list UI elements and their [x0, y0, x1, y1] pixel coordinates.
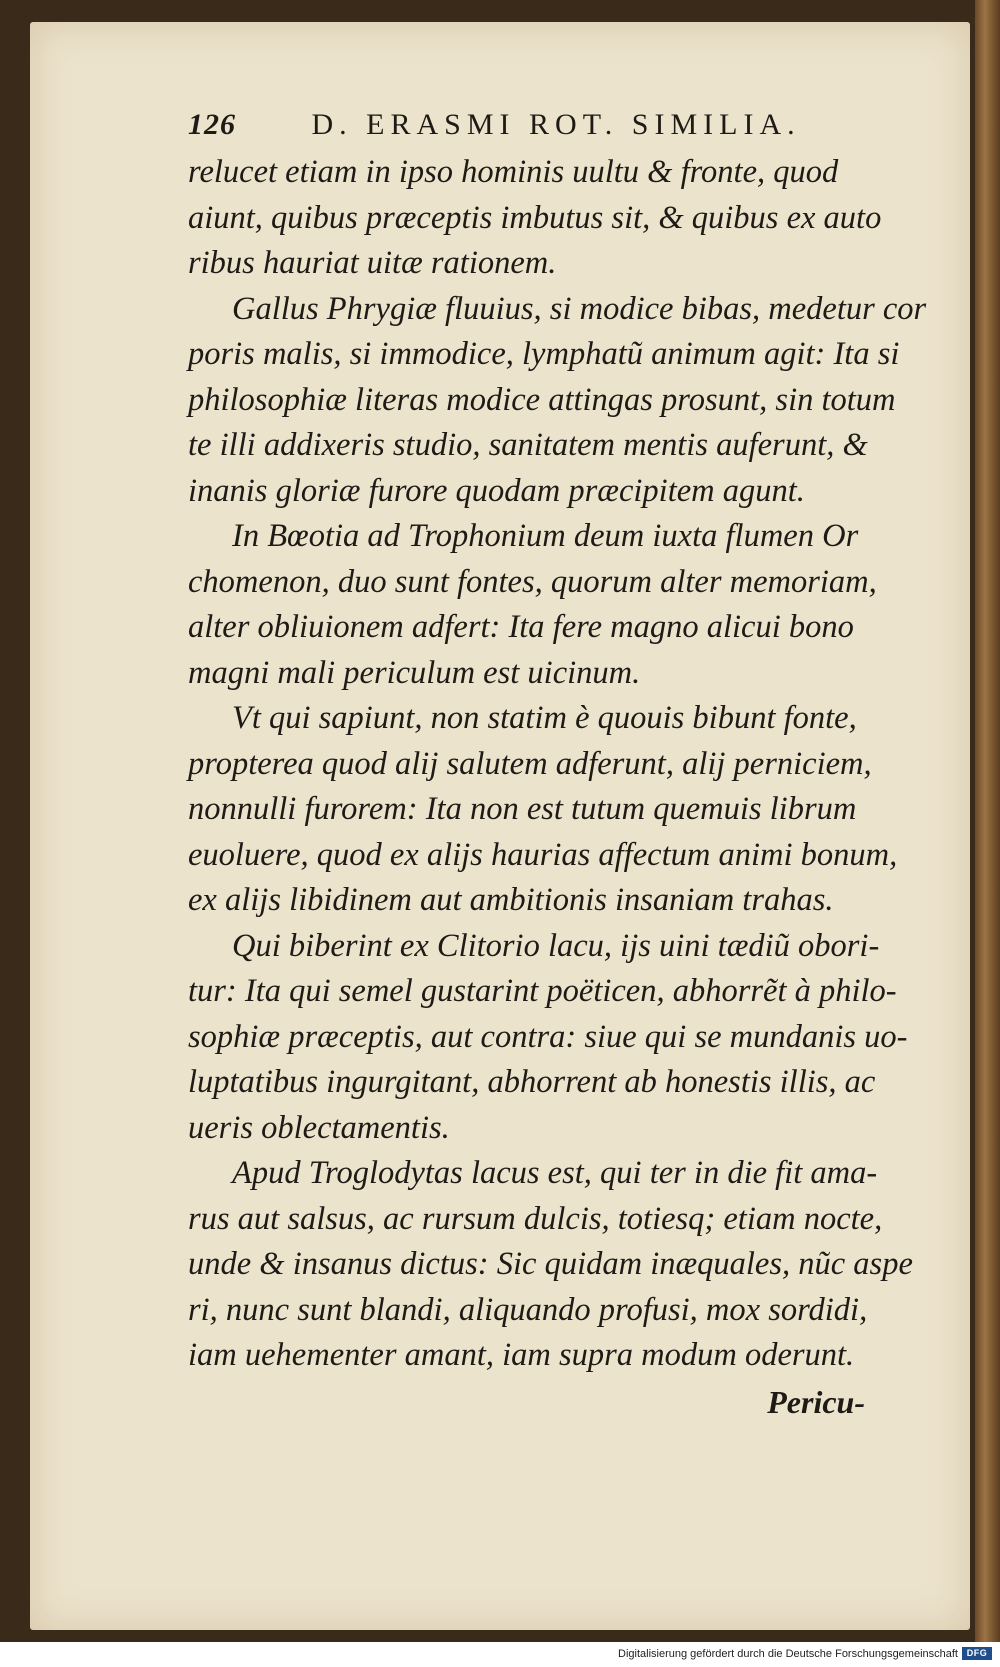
funding-notice: Digitalisierung gefördert durch die Deutsche Forschungsgemeinschaft — [618, 1648, 958, 1660]
paragraph — [188, 150, 916, 287]
text-line: nonnulli furorem: Ita non est tutum quemuis librum — [188, 791, 857, 827]
page-number: 126 — [188, 108, 236, 141]
text-line: ribus hauriat uitæ rationem. — [188, 245, 557, 281]
text-line: relucet etiam in ipso hominis uultu & fronte, quod — [188, 154, 839, 190]
footer-bar — [0, 1642, 1000, 1667]
text-line: Qui biberint ex Clitorio lacu, ijs uini tædiũ obori- — [232, 927, 880, 964]
text-line: sophiæ præceptis, aut contra: siue qui se mundanis uo- — [188, 1018, 908, 1055]
body-text — [188, 150, 927, 1379]
paragraph — [188, 924, 916, 1152]
text-line: Apud Troglodytas lacus est, qui ter in die fit ama- — [232, 1155, 878, 1191]
text-line: poris malis, si immodice, lymphatũ animum agit: Ita si — [188, 336, 900, 372]
text-line: alter obliuionem adfert: Ita fere magno alicui bono — [188, 609, 854, 645]
running-title: D. ERASMI ROT. SIMILIA. — [311, 108, 801, 141]
text-line: aiunt, quibus præceptis imbutus sit, & quibus ex auto — [188, 199, 882, 236]
text-line: In Bœotia ad Trophonium deum iuxta flumen Or — [232, 518, 859, 554]
dfg-logo-icon: DFG — [962, 1647, 992, 1660]
paragraph — [188, 696, 916, 924]
text-line: propterea quod alij salutem adferunt, alij perniciem, — [188, 745, 872, 782]
text-line: inanis gloriæ furore quodam præcipitem agunt. — [188, 472, 805, 509]
text-line: chomenon, duo sunt fontes, quorum alter memoriam, — [188, 563, 877, 600]
text-line: tur: Ita qui semel gustarint poëticen, abhorrẽt à philo- — [188, 973, 897, 1009]
text-line: ri, nunc sunt blandi, aliquando profusi, mox sordidi, — [188, 1291, 868, 1328]
paragraph — [188, 287, 927, 515]
catchword: Pericu- — [767, 1384, 865, 1420]
text-line: ex alijs libidinem aut ambitionis insaniam trahas. — [188, 882, 834, 918]
text-line: iam uehementer amant, iam supra modum oderunt. — [188, 1337, 855, 1373]
text-line: luptatibus ingurgitant, abhorrent ab honestis illis, ac — [188, 1064, 876, 1100]
paragraph — [188, 1151, 916, 1379]
page-header — [188, 108, 908, 148]
book-spine — [975, 0, 1000, 1642]
text-line: rus aut salsus, ac rursum dulcis, totiesq; etiam nocte, — [188, 1200, 883, 1237]
text-line: philosophiæ literas modice attingas prosunt, sin totum — [188, 381, 896, 418]
text-line: Vt qui sapiunt, non statim è quouis bibunt fonte, — [232, 700, 857, 736]
text-line: te illi addixeris studio, sanitatem mentis auferunt, & — [188, 427, 868, 463]
text-line: ueris oblectamentis. — [188, 1109, 450, 1146]
text-line: Gallus Phrygiæ fluuius, si modice bibas, medetur cor — [232, 290, 927, 327]
paragraph — [188, 514, 916, 696]
text-line: euoluere, quod ex alijs haurias affectum animi bonum, — [188, 836, 898, 873]
text-line: magni mali periculum est uicinum. — [188, 654, 641, 691]
text-line: unde & insanus dictus: Sic quidam inæquales, nũc aspe — [188, 1246, 913, 1282]
